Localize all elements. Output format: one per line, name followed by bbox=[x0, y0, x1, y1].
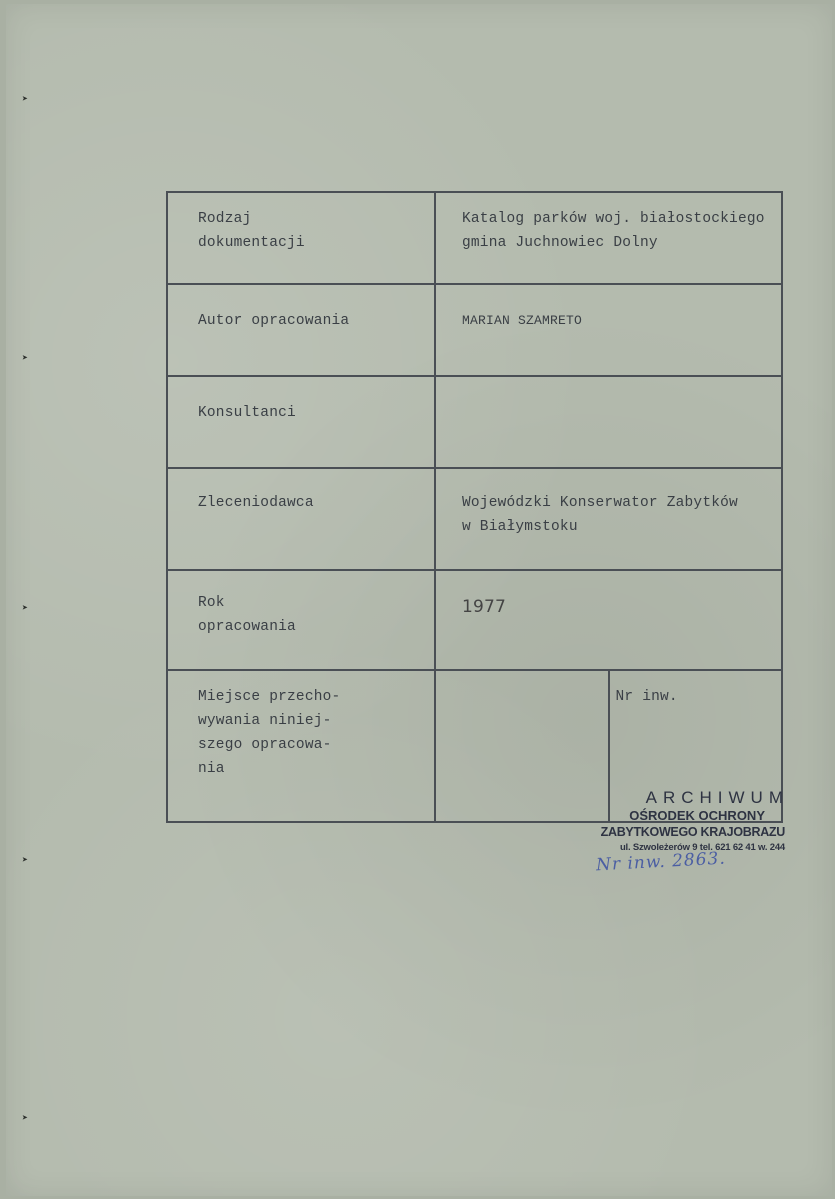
label-author: Autor opracowania bbox=[198, 313, 350, 329]
handwritten-inventory-number: Nr inw. 2863. bbox=[595, 848, 727, 876]
label-document-type: Rodzaj dokumentacji bbox=[198, 211, 305, 251]
label-year: Rok opracowania bbox=[198, 595, 296, 635]
form-row-consultants bbox=[167, 376, 782, 468]
value-author: MARIAN SZAMRETO bbox=[462, 313, 583, 328]
form-row-year bbox=[167, 570, 782, 670]
stamp-org-line-1: OŚRODEK OCHRONY bbox=[629, 808, 765, 823]
punch-mark: ➤ bbox=[22, 95, 29, 106]
value-client: Wojewódzki Konserwator Zabytków w Białymstoku bbox=[462, 495, 738, 535]
punch-mark: ➤ bbox=[22, 1114, 29, 1125]
form-row-client bbox=[167, 468, 782, 570]
documentation-form-table bbox=[166, 191, 783, 823]
stamp-org-line-2: ZABYTKOWEGO KRAJOBRAZU bbox=[600, 825, 785, 839]
punch-mark: ➤ bbox=[22, 604, 29, 615]
label-client: Zleceniodawca bbox=[198, 495, 314, 511]
label-storage: Miejsce przecho- wywania niniej- szego opracowa- nia bbox=[198, 689, 341, 777]
punch-mark: ➤ bbox=[22, 856, 29, 867]
form-row-document-type bbox=[167, 192, 782, 284]
value-year: 1977 bbox=[462, 597, 507, 617]
stamp-archive-title: ARCHIWUM bbox=[645, 788, 789, 807]
punch-mark: ➤ bbox=[22, 354, 29, 365]
archive-stamp bbox=[585, 788, 789, 853]
stamp-address: ul. Szwoleżerów 9 tel. 621 62 41 w. 244 bbox=[619, 842, 785, 853]
label-inventory-number: Nr inw. bbox=[615, 689, 678, 705]
value-document-type: Katalog parków woj. białostockiego gmina Juchnowiec Dolny bbox=[462, 211, 765, 251]
form-row-author bbox=[167, 284, 782, 376]
label-consultants: Konsultanci bbox=[198, 405, 296, 421]
